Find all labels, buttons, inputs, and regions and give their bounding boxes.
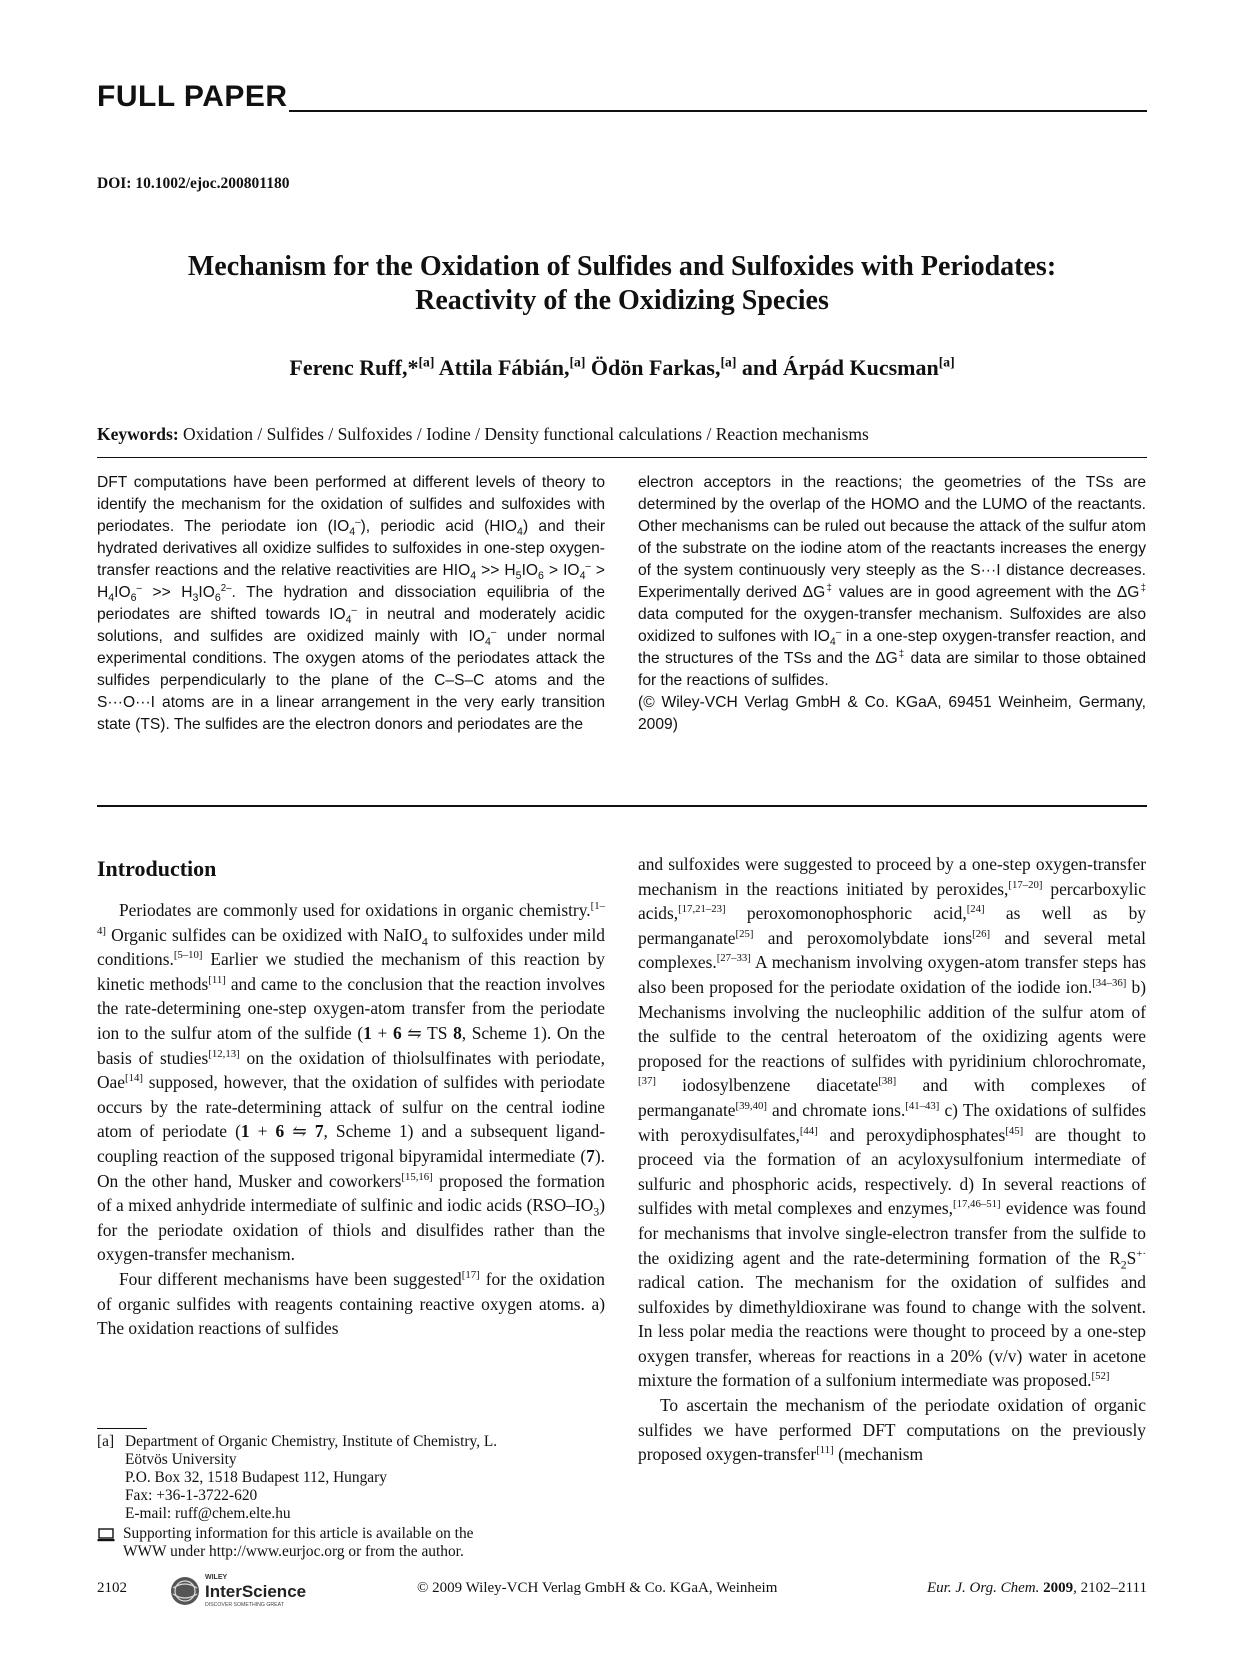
footnote-line: Supporting information for this article is available on the xyxy=(123,1525,474,1542)
citation[interactable]: [39,40] xyxy=(735,1100,767,1113)
abstract-right-column: electron acceptors in the reactions; the geometries of the TSs are determined by the overlap of the HOMO and the LUMO of the reactants. Other mechanisms can be ruled out because the attack of the sulfur atom of the substrate on the iodine atom of the reactants increases the energy of the system continuously very steeply as the S···I distance decreases. Experimentally derived ΔG‡ values are in good agreement with the ΔG‡ data computed for the oxygen-transfer mechanism. Sulfoxides are also oxidized to sulfones with $IO_4^-$ in a one-step oxygen-transfer reaction, and the structures of the TSs and the ΔG‡ data are similar to those obtained for the reactions of sulfides. (© Wiley-VCH Verlag GmbH & Co. KGaA, 69451 Weinheim, Germany, 2009) xyxy=(638,474,1147,733)
author-list xyxy=(97,355,1147,381)
affiliation-mark: [a] xyxy=(938,354,955,370)
supporting-info-note xyxy=(97,1525,605,1561)
citation[interactable]: [26] xyxy=(972,927,991,940)
footnote-line[interactable]: WWW under http://www.eurjoc.org or from the author. xyxy=(123,1543,464,1560)
doi[interactable]: DOI: 10.1002/ejoc.200801180 xyxy=(97,175,290,192)
paragraph: Four different mechanisms have been suggested[17] for the oxidation of organic sulfides with reagents containing reactive oxygen atoms. a) The oxidation reactions of sulfides xyxy=(97,1268,605,1339)
citation[interactable]: [11] xyxy=(816,1444,834,1457)
logo-text-sub: DISCOVER SOMETHING GREAT xyxy=(205,1602,284,1608)
footnote-line: P.O. Box 32, 1518 Budapest 112, Hungary xyxy=(125,1469,387,1486)
footnote-rule xyxy=(97,1428,147,1429)
page-footer xyxy=(97,1570,1147,1610)
section-heading: Introduction xyxy=(97,856,217,881)
journal-citation: Eur. J. Org. Chem. 2009, 2102–2111 xyxy=(927,1580,1147,1596)
citation[interactable]: [44] xyxy=(799,1124,818,1137)
citation[interactable]: [52] xyxy=(1091,1370,1110,1383)
citation[interactable]: [45] xyxy=(1005,1124,1024,1137)
citation[interactable]: [17,46–51] xyxy=(953,1198,1001,1211)
affiliation-mark: [a] xyxy=(720,354,737,370)
citation[interactable]: [15,16] xyxy=(401,1170,433,1183)
author-name: Ödön Farkas, xyxy=(590,355,721,380)
citation[interactable]: [34–36] xyxy=(1092,977,1127,990)
title-line-1: Mechanism for the Oxidation of Sulfides and Sulfoxides with Periodates: xyxy=(187,251,1057,282)
running-header xyxy=(97,80,1147,120)
page-number: 2102 xyxy=(97,1580,127,1596)
footnotes xyxy=(97,1433,605,1561)
citation[interactable]: [17–20] xyxy=(1008,878,1043,891)
citation[interactable]: [24] xyxy=(966,903,985,916)
email-link[interactable]: E-mail: ruff@chem.elte.hu xyxy=(125,1505,291,1522)
computer-icon xyxy=(97,1528,115,1542)
citation[interactable]: [17,21–23] xyxy=(678,903,726,916)
paragraph: Periodates are commonly used for oxidations in organic chemistry.[1–4] Organic sulfides can be oxidized with NaIO$_4$ to sulfoxides under mild conditions.[5–10] Earlier we studied the mechanism of this reaction by kinetic methods[11] and came to the conclusion that the reaction involves the rate-determining one-step oxygen-atom transfer from the periodate ion to the sulfur atom of the sulfide (1 + 6 ⇋ TS 8, Scheme 1). On the basis of studies[12,13] on the oxidation of thiolsulfinates with periodate, Oae[14] supposed, however, that the oxidation of sulfides with periodate occurs by the rate-determining attack of sulfur on the central iodine atom of periodate (1 + 6 ⇋ 7, Scheme 1) and a subsequent ligand-coupling reaction of the supposed trigonal bipyramidal intermediate (7). On the other hand, Musker and coworkers[15,16] proposed the formation of a mixed anhydride intermediate of sulfinic and iodic acids $(RSO-IO_3)$ for the periodate oxidation of thiols and disulfides rather than the oxygen-transfer mechanism. xyxy=(97,900,606,1265)
abstract-bottom-rule xyxy=(97,805,1147,807)
author-name: and Árpád Kucsman xyxy=(741,355,939,380)
paragraph: To ascertain the mechanism of the periodate oxidation of organic sulfides we have performed DFT computations on the previously proposed oxygen-transfer[11] (mechanism xyxy=(638,1395,1146,1465)
title-line-2: Reactivity of the Oxidizing Species xyxy=(415,285,829,316)
citation[interactable]: [27–33] xyxy=(716,952,751,965)
wiley-interscience-logo[interactable] xyxy=(167,1570,337,1610)
keywords-text: Oxidation / Sulfides / Sulfoxides / Iodine / Density functional calculations / Reaction mechanisms xyxy=(183,424,869,444)
citation[interactable]: [38] xyxy=(878,1075,897,1088)
body-right-column xyxy=(638,852,1146,1467)
footnote-line: Eötvös University xyxy=(125,1451,237,1468)
citation[interactable]: [41–43] xyxy=(905,1100,940,1113)
citation[interactable]: [25] xyxy=(735,927,754,940)
footnote-tag: [a] xyxy=(97,1433,115,1450)
citation[interactable]: [12,13] xyxy=(208,1047,240,1060)
affiliation-mark: [a] xyxy=(569,354,586,370)
keywords-label: Keywords: xyxy=(97,424,179,444)
author-name: Ferenc Ruff,* xyxy=(289,355,419,380)
keywords xyxy=(97,424,1147,445)
article-title xyxy=(97,250,1147,318)
footer-copyright: © 2009 Wiley-VCH Verlag GmbH & Co. KGaA, Weinheim xyxy=(417,1580,778,1596)
affiliation-mark: [a] xyxy=(418,354,435,370)
citation[interactable]: [37] xyxy=(638,1075,656,1088)
footnote-line: Fax: +36-1-3722-620 xyxy=(125,1487,258,1504)
citation[interactable]: [5–10] xyxy=(173,949,203,962)
section-label: FULL PAPER xyxy=(97,80,288,113)
abstract-copyright: (© Wiley-VCH Verlag GmbH & Co. KGaA, 69451 Weinheim, Germany, 2009) xyxy=(638,694,1146,733)
abstract-top-rule xyxy=(97,457,1147,458)
citation[interactable]: [11] xyxy=(208,973,226,986)
citation[interactable]: [14] xyxy=(125,1072,143,1085)
logo-text-main: InterScience xyxy=(205,1582,307,1601)
logo-text-top: WILEY xyxy=(205,1574,228,1581)
author-name: Attila Fábián, xyxy=(438,355,570,380)
paragraph: and sulfoxides were suggested to proceed by a one-step oxygen-transfer mechanism in the reactions initiated by peroxides,[17–20] percarboxylic acids,[17,21–23] peroxomonophosphoric acid,[24] as well as by permanganate[25] and peroxomolybdate ions[26] and several metal complexes.[27–33] A mechanism involving oxygen-atom transfer steps has also been proposed for the periodate oxidation of the iodide ion.[34–36] b) Mechanisms involving the nucleophilic addition of the sulfur atom of the sulfide to the central heteroatom of the oxidizing agents were proposed for the reactions of sulfides with pyridinium chlorochromate,[37] iodosylbenzene diacetate[38] and with complexes of permanganate[39,40] and chromate ions.[41–43] c) The oxidations of sulfides with peroxydisulfates,[44] and peroxydiphosphates[45] are thought to proceed via the formation of an acyloxysulfonium intermediate of sulfuric and phosphoric acids, respectively. d) In several reactions of sulfides with metal complexes and enzymes,[17,46–51] evidence was found for mechanisms that involve single-electron transfer from the sulfide to the oxidizing agent and the rate-determining formation of the $R_2S^{+\cdot}$ radical cation. The mechanism for the oxidation of sulfides and sulfoxides by dimethyldioxirane was found to change with the solvent. In less polar media the reactions were thought to proceed by a one-step oxygen transfer, whereas for reactions in a 20% (v/v) water in acetone mixture the formation of a sulfonium intermediate was proposed.[52] xyxy=(638,854,1147,1391)
header-rule xyxy=(289,110,1147,112)
footnote-line: Department of Organic Chemistry, Institute of Chemistry, L. xyxy=(125,1433,498,1450)
citation[interactable]: [1–4] xyxy=(97,900,605,937)
abstract-left-column: DFT computations have been performed at different levels of theory to identify the mechanism for the oxidation of sulfides and sulfoxides with periodates. The periodate ion $(IO_4^-)$, periodic acid $(HIO_4)$ and their hydrated derivatives all oxidize sulfides to sulfoxides in one-step oxygen-transfer reactions and the relative reactivities are $HIO_4 >> H_5IO_6 > IO_4^- > H_4IO_6^- >> H_3IO_6^{2-}$. The hydration and dissociation equilibria of the periodates are shifted towards $IO_4^-$ in neutral and moderately acidic solutions, and sulfides are oxidized mainly with $IO_4^-$ under normal experimental conditions. The oxygen atoms of the periodates attack the sulfides perpendicularly to the plane of the C–S–C atoms and the S···O···I atoms are in a linear arrangement in the very early transition state (TS). The sulfides are the electron donors and periodates are the xyxy=(97,474,606,733)
affiliation-footnote xyxy=(97,1433,605,1523)
citation[interactable]: [17] xyxy=(461,1269,480,1282)
body-left-column xyxy=(97,898,605,1341)
